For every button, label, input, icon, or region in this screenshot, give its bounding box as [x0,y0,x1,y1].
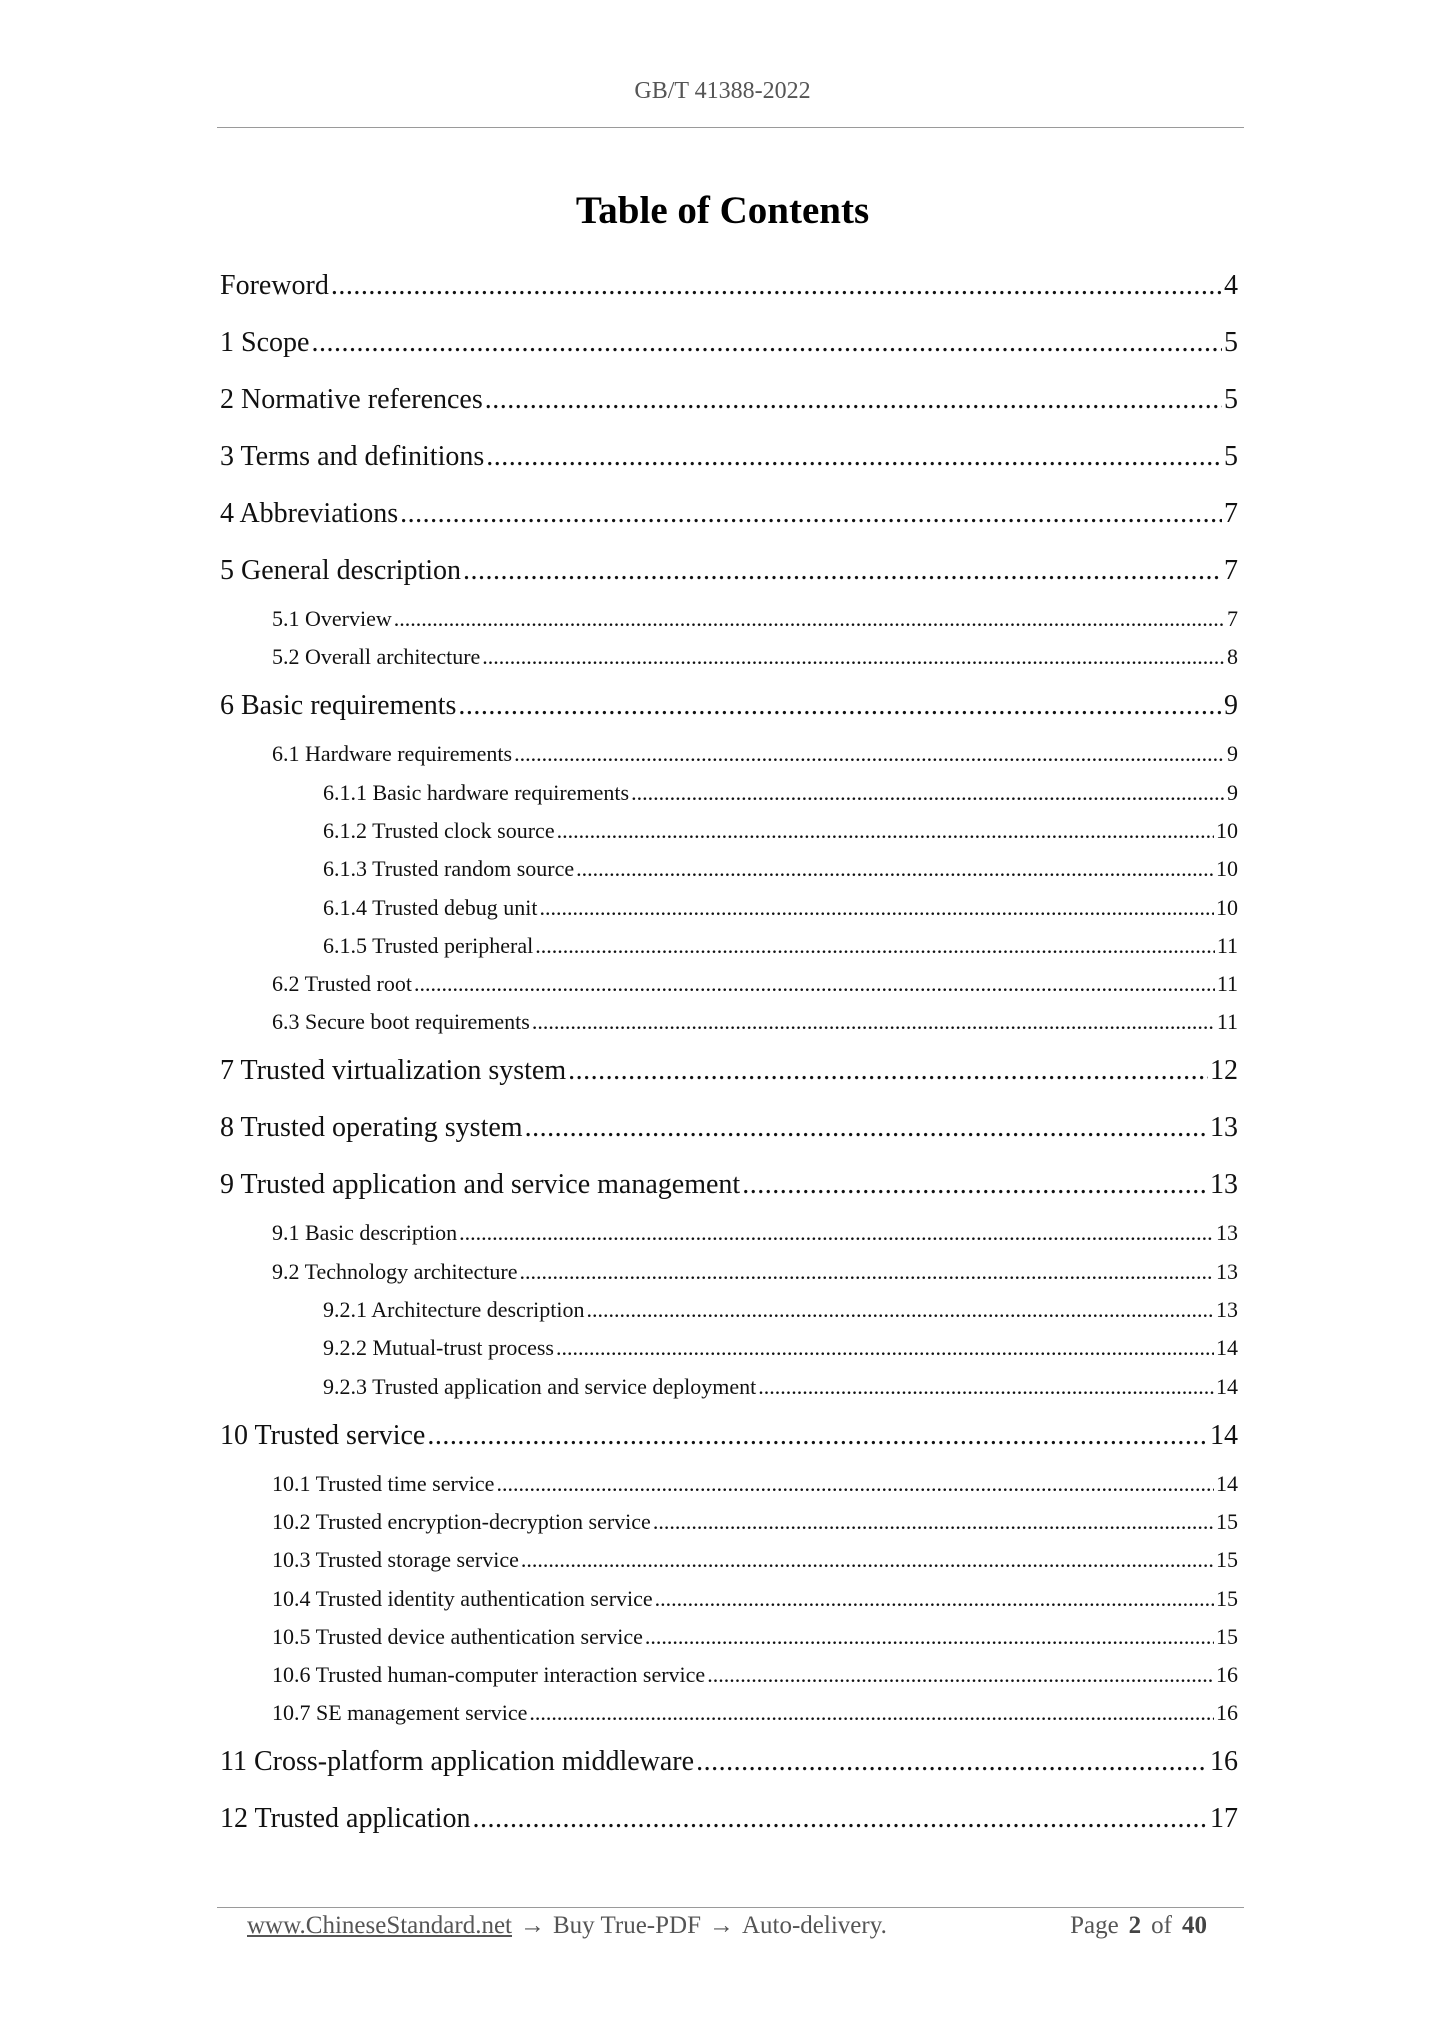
toc-leader-dots [485,384,1222,416]
toc-page-number: 5 [1224,384,1238,415]
toc-page-number: 7 [1224,498,1238,529]
toc-entry[interactable] [272,741,1238,767]
toc-entry-label: 9.2.2 Mutual-trust process [323,1335,554,1361]
toc-page-number: 13 [1216,1220,1238,1246]
toc-entry[interactable] [272,1259,1238,1285]
toc-entry[interactable] [272,1662,1238,1688]
toc-entry-label: 9.2 Technology architecture [272,1258,518,1284]
toc-entry-label: 9.2.3 Trusted application and service deployment [323,1373,757,1399]
toc-page-number: 7 [1227,606,1238,631]
toc-entry[interactable] [220,384,1238,416]
toc-entry[interactable] [323,818,1238,844]
toc-entry[interactable] [220,1803,1238,1835]
toc-entry[interactable] [323,895,1238,921]
toc-page-number: 9 [1224,690,1238,722]
toc-page-number: 15 [1216,1508,1238,1534]
toc-entry-label: 5.1 Overview [272,606,392,631]
toc-leader-dots [576,856,1214,882]
toc-leader-dots [557,818,1214,844]
toc-entry[interactable] [220,327,1238,359]
toc-entry-label: 9.2.1 Architecture description [323,1297,585,1322]
toc-leader-dots [586,1297,1214,1323]
toc-entry[interactable] [272,1624,1238,1650]
toc-leader-dots [459,1220,1214,1246]
toc-page-number: 14 [1216,1470,1238,1496]
toc-page-number: 5 [1224,441,1238,472]
toc-leader-dots [645,1624,1214,1650]
arrow-right-icon: → [520,1912,545,1939]
toc-entry-label: 7 Trusted virtualization system [220,1055,567,1087]
toc-page-number: 10 [1216,817,1238,843]
toc-entry-label: 10.3 Trusted storage service [272,1547,519,1573]
toc-page-number: 11 [1216,971,1238,997]
toc-page-number: 16 [1210,1746,1238,1778]
toc-entry-label: 10.5 Trusted device authentication service [272,1623,643,1649]
website-link[interactable]: www.ChineseStandard.net [247,1912,512,1939]
toc-leader-dots [400,498,1222,530]
toc-entry-label: 5.2 Overall architecture [272,644,481,670]
toc-entry[interactable] [220,1055,1238,1087]
toc-leader-dots [521,1547,1214,1573]
toc-page-number: 4 [1224,270,1238,301]
toc-leader-dots [529,1700,1214,1726]
toc-page-number: 14 [1216,1335,1238,1361]
toc-entry-label: 6.1 Hardware requirements [272,741,513,767]
toc-entry[interactable] [323,933,1238,959]
toc-entry[interactable] [272,644,1238,670]
toc-entry[interactable] [220,270,1238,302]
toc-entry[interactable] [323,1374,1238,1400]
toc-leader-dots [568,1055,1208,1087]
toc-page-number: 10 [1216,856,1238,882]
toc-entry-label: 6.1.1 Basic hardware requirements [323,779,630,805]
toc-leader-dots [556,1335,1214,1361]
toc-page-number: 16 [1216,1700,1238,1726]
document-code: GB/T 41388-2022 [634,78,811,104]
toc-entry-label: 4 Abbreviations [220,498,399,529]
toc-entry-label: 6.1.4 Trusted debug unit [323,894,538,920]
toc-leader-dots [482,644,1225,670]
toc-page-number: 15 [1216,1585,1238,1611]
toc-entry[interactable] [272,1700,1238,1726]
page-title: Table of Contents [575,189,870,232]
toc-page-number: 11 [1216,932,1238,958]
toc-entry-label: 3 Terms and definitions [220,441,485,472]
toc-leader-dots [707,1662,1214,1688]
toc-page-number: 9 [1227,741,1238,767]
toc-entry-label: 8 Trusted operating system [220,1112,523,1144]
toc-page-number: 11 [1216,1009,1238,1035]
toc-leader-dots [514,741,1225,767]
toc-page-number: 13 [1210,1169,1238,1201]
toc-entry[interactable] [323,856,1238,882]
toc-entry[interactable] [323,1335,1238,1361]
toc-entry[interactable] [272,971,1238,997]
page-word: Page [1070,1912,1119,1939]
toc-entry[interactable] [220,1169,1238,1201]
toc-leader-dots [427,1420,1208,1452]
toc-entry[interactable] [323,1297,1238,1323]
of-word: of [1151,1912,1172,1939]
page-indicator [1070,1912,1217,1940]
toc-page-number: 5 [1224,327,1238,358]
toc-entry[interactable] [220,1112,1238,1144]
toc-entry[interactable] [220,498,1238,530]
toc-page-number: 16 [1216,1662,1238,1688]
toc-leader-dots [463,555,1222,587]
toc-entry-label: 10.7 SE management service [272,1700,528,1726]
toc-leader-dots [394,606,1225,632]
toc-page-number: 13 [1216,1297,1238,1322]
toc-leader-dots [631,780,1225,806]
toc-page-number: 13 [1210,1112,1238,1144]
header-divider [217,127,1244,128]
toc-leader-dots [414,971,1215,997]
toc-page-number: 12 [1210,1055,1238,1087]
toc-entry-label: 9 Trusted application and service management [220,1169,741,1201]
current-page-number: 2 [1128,1912,1142,1939]
toc-entry[interactable] [272,1009,1238,1035]
delivery-text: Auto-delivery. [741,1912,887,1939]
toc-leader-dots [486,441,1222,473]
toc-entry-label: 1 Scope [220,327,310,358]
toc-entry[interactable] [220,1746,1238,1778]
toc-entry-label: 10.2 Trusted encryption-decryption service [272,1508,651,1534]
toc-entry[interactable] [323,780,1238,806]
toc-page-number: 17 [1210,1803,1238,1835]
toc-leader-dots [758,1374,1214,1400]
arrow-right-icon: → [708,1912,734,1939]
footer-divider [217,1907,1244,1908]
toc-leader-dots [496,1471,1214,1497]
toc-entry[interactable] [272,606,1238,632]
toc-page-number: 8 [1227,644,1238,670]
toc-entry-label: 10.4 Trusted identity authentication service [272,1585,653,1611]
toc-entry[interactable] [220,555,1238,587]
toc-entry-label: 6.1.3 Trusted random source [323,856,575,882]
toc-entry-label: Foreword [220,270,329,301]
toc-entry[interactable] [272,1509,1238,1535]
toc-leader-dots [540,895,1214,921]
toc-entry-label: 12 Trusted application [220,1803,471,1835]
toc-page-number: 7 [1224,555,1238,586]
toc-entry-label: 2 Normative references [220,384,483,415]
toc-entry[interactable] [220,441,1238,473]
toc-entry[interactable] [272,1586,1238,1612]
buy-text: Buy True-PDF [553,1912,701,1939]
toc-entry-label: 11 Cross-platform application middleware [220,1746,695,1778]
toc-leader-dots [655,1586,1214,1612]
toc-page-number: 9 [1227,779,1238,805]
page-footer [247,1912,1217,1940]
toc-leader-dots [519,1259,1214,1285]
toc-leader-dots [535,933,1215,959]
toc-entry[interactable] [220,1420,1238,1452]
toc-entry[interactable] [272,1547,1238,1573]
toc-leader-dots [331,270,1222,302]
toc-page-number: 14 [1216,1373,1238,1399]
total-page-number: 40 [1182,1912,1207,1939]
toc-leader-dots [696,1746,1208,1778]
toc-page-number: 15 [1216,1623,1238,1649]
toc-leader-dots [311,327,1222,359]
toc-page-number: 13 [1216,1258,1238,1284]
toc-entry-label: 6.2 Trusted root [272,971,412,997]
toc-entry-label: 6 Basic requirements [220,690,457,722]
toc-leader-dots [458,690,1222,722]
toc-entry-label: 6.1.2 Trusted clock source [323,817,555,843]
toc-entry-label: 10.6 Trusted human-computer interaction service [272,1662,706,1688]
toc-page-number: 14 [1210,1419,1238,1451]
toc-leader-dots [653,1509,1214,1535]
toc-entry-label: 6.3 Secure boot requirements [272,1009,530,1035]
toc-entry-label: 9.1 Basic description [272,1220,458,1246]
toc-entry-label: 5 General description [220,555,462,586]
toc-leader-dots [472,1803,1208,1835]
toc-entry-label: 6.1.5 Trusted peripheral [323,932,534,958]
toc-entry[interactable] [220,690,1238,722]
toc-entry-label: 10 Trusted service [220,1419,426,1451]
toc-page-number: 15 [1216,1547,1238,1573]
toc-entry[interactable] [272,1220,1238,1246]
toc-page-number: 10 [1216,894,1238,920]
toc-leader-dots [525,1112,1208,1144]
toc-entry-label: 10.1 Trusted time service [272,1470,495,1496]
toc-leader-dots [532,1009,1215,1035]
toc-leader-dots [742,1169,1208,1201]
toc-entry[interactable] [272,1471,1238,1497]
